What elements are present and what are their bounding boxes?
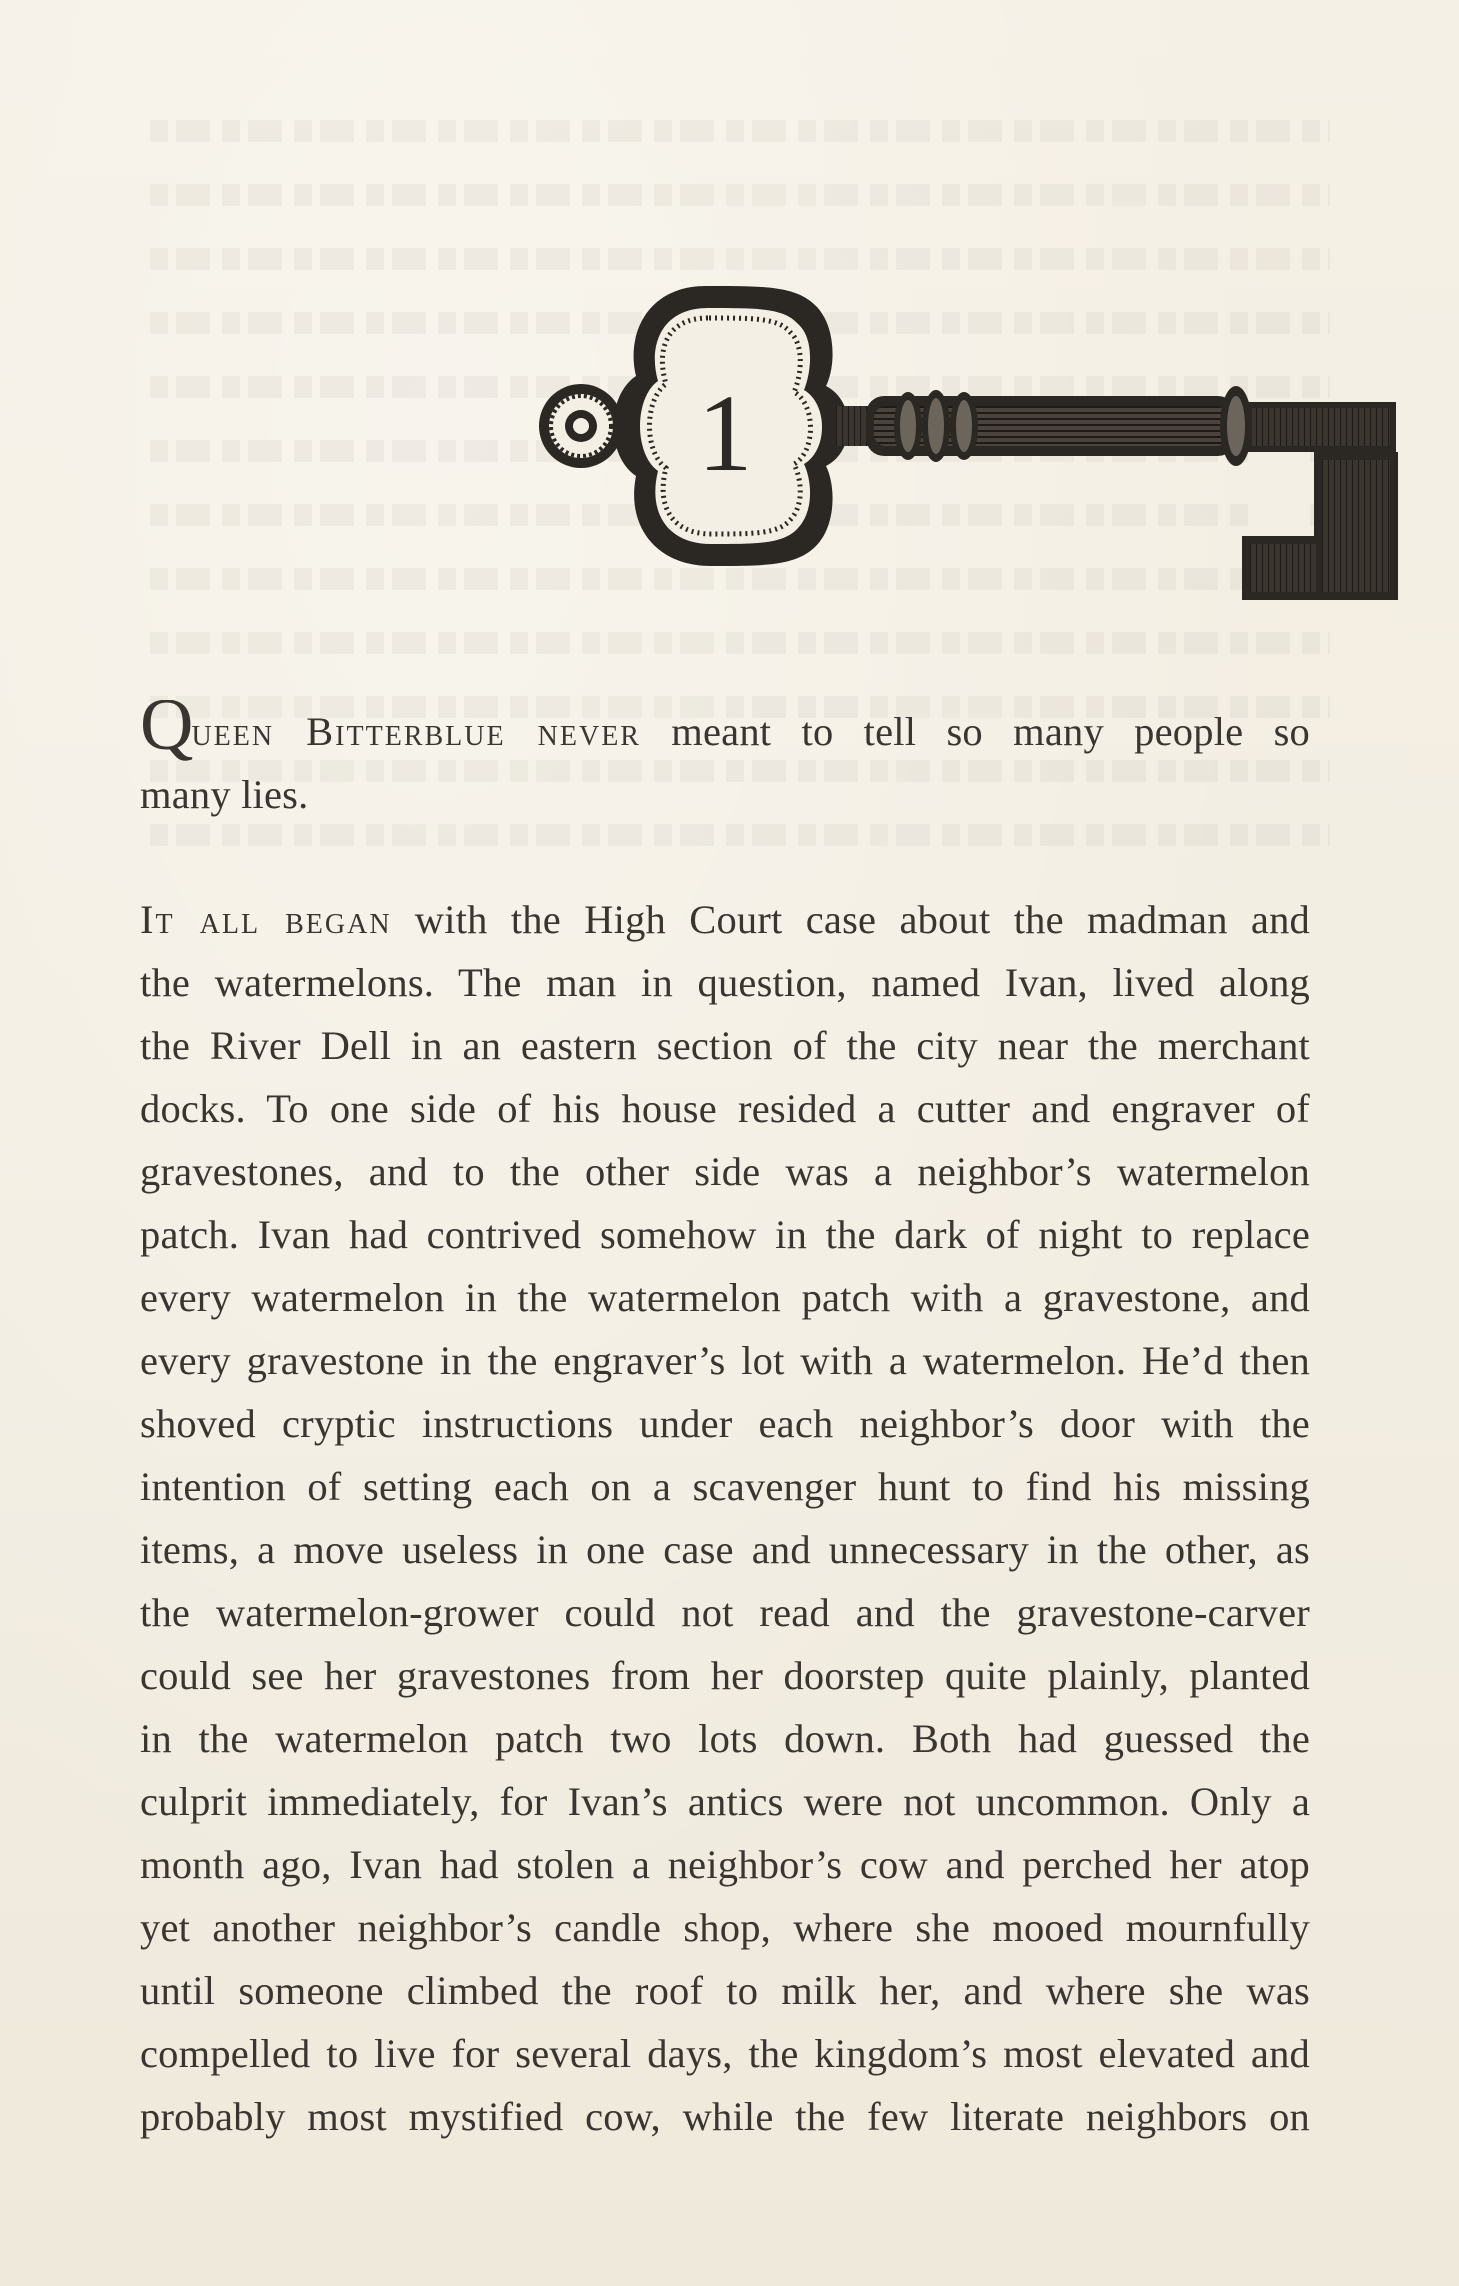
chapter-text: [140, 700, 1310, 2148]
text-line: It all began with the High Court case about the madman and: [140, 897, 1310, 942]
text-line: patch. Ivan had contrived somehow in the dark of night to replace: [140, 1212, 1310, 1257]
chapter-number: 1: [697, 372, 753, 494]
text-line: could see her gravestones from her doorstep quite plainly, planted: [140, 1653, 1310, 1698]
text-line: every watermelon in the watermelon patch with a gravestone, and: [140, 1275, 1310, 1320]
text-line: the River Dell in an eastern section of the city near the merchant: [140, 1023, 1310, 1068]
body-paragraph: [140, 888, 1310, 2148]
opening-rest: meant to tell so many people so: [641, 709, 1310, 754]
text-line: culprit immediately, for Ivan’s antics were not uncommon. Only a: [140, 1779, 1310, 1824]
text-line: in the watermelon patch two lots down. Both had guessed the: [140, 1716, 1310, 1761]
text-line: many lies.: [140, 772, 309, 817]
text-line: probably most mystified cow, while the few literate neighbors on: [140, 2094, 1310, 2139]
text-line: the watermelon-grower could not read and the gravestone-carver: [140, 1590, 1310, 1635]
text-line: every gravestone in the engraver’s lot with a watermelon. He’d then: [140, 1338, 1310, 1383]
text-line: month ago, Ivan had stolen a neighbor’s cow and perched her atop: [140, 1842, 1310, 1887]
text-line: until someone climbed the roof to milk her, and where she was: [140, 1968, 1310, 2013]
text-line: the watermelons. The man in question, named Ivan, lived along: [140, 960, 1310, 1005]
opening-small-caps: ueen Bitterblue never: [191, 709, 641, 754]
text-line: intention of setting each on a scavenger hunt to find his missing: [140, 1464, 1310, 1509]
lead-small-caps: It all began: [140, 897, 392, 942]
text-line: items, a move useless in one case and unnecessary in the other, as: [140, 1527, 1310, 1572]
drop-cap: Q: [140, 700, 192, 763]
text-line: yet another neighbor’s candle shop, where she mooed mournfully: [140, 1905, 1310, 1950]
text-line: compelled to live for several days, the kingdom’s most elevated and: [140, 2031, 1310, 2076]
text-line: gravestones, and to the other side was a neighbor’s watermelon: [140, 1149, 1310, 1194]
opening-paragraph: [140, 700, 1310, 826]
text-line: docks. To one side of his house resided a cutter and engraver of: [140, 1086, 1310, 1131]
text-line: shoved cryptic instructions under each neighbor’s door with the: [140, 1401, 1310, 1446]
text-line: [140, 700, 1310, 763]
